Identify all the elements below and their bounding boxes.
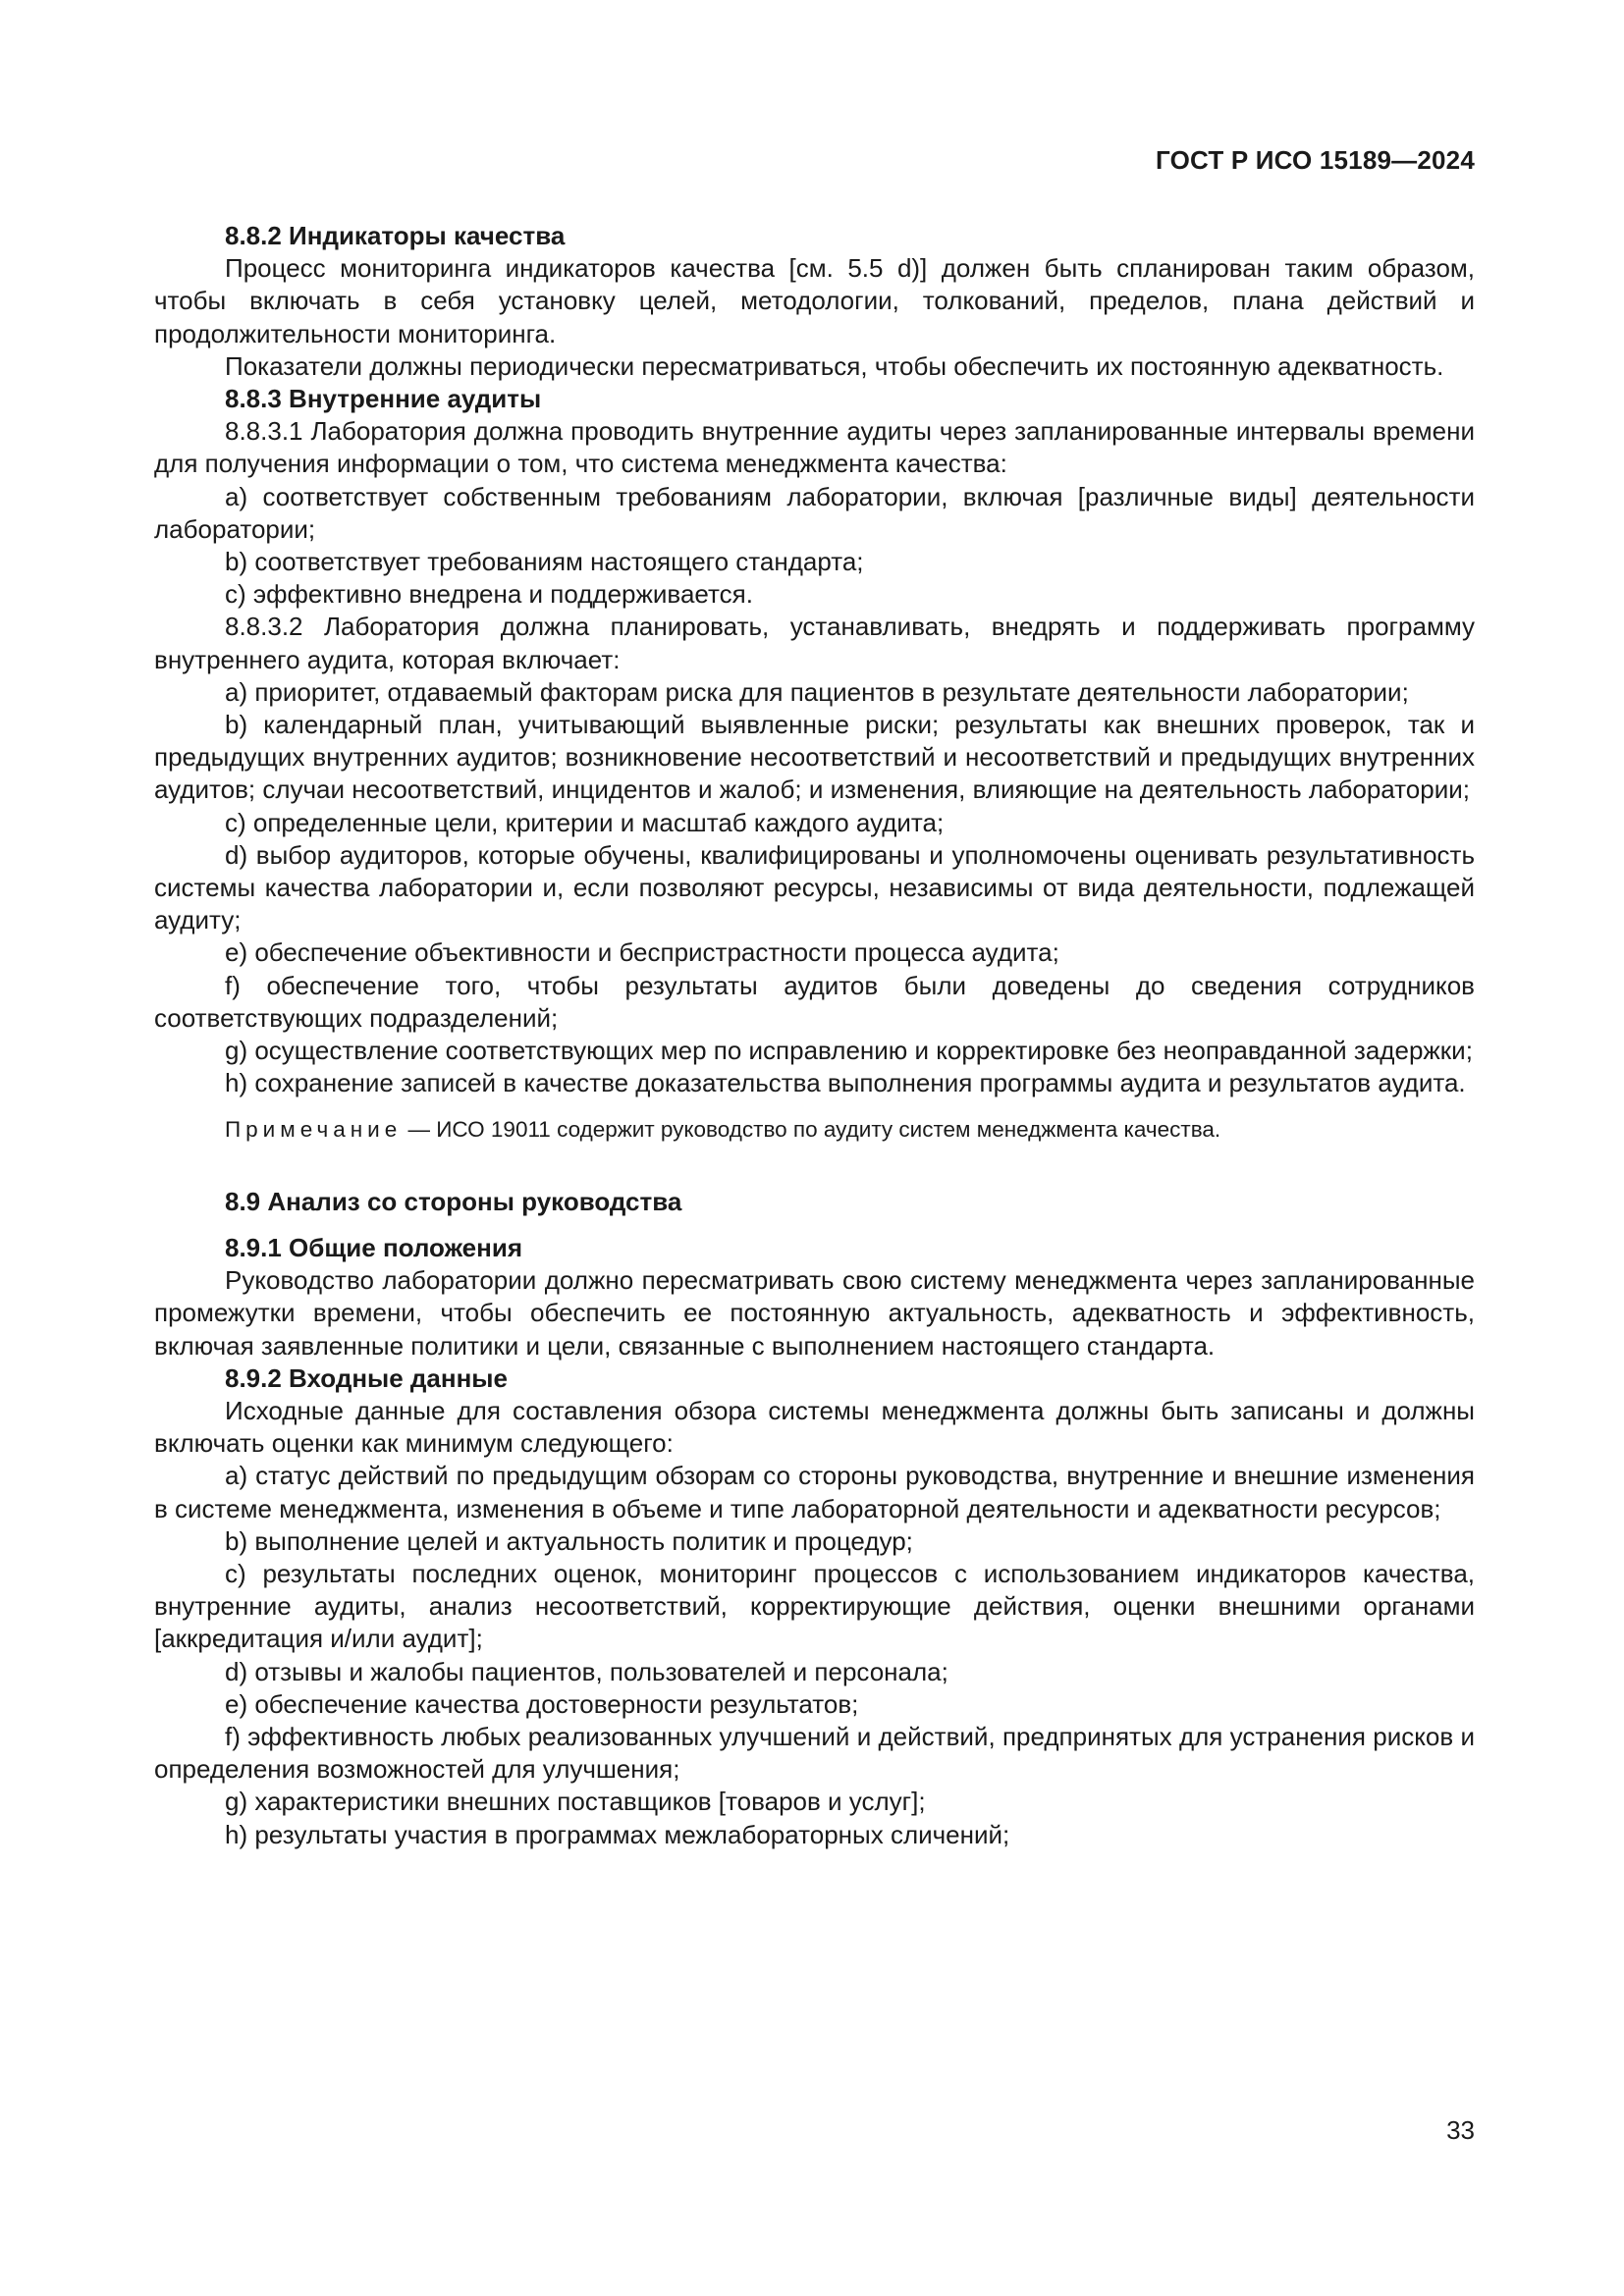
paragraph: a) статус действий по предыдущим обзорам со стороны руководства, внутренние и внешние изменения в системе менеджмента, изменения в объеме и типе лабораторной деятельности и адекватности ресурсов; xyxy=(154,1461,1475,1523)
paragraph: f) эффективность любых реализованных улучшений и действий, предпринятых для устранения рисков и определения возможностей для улучшения; xyxy=(154,1721,1475,1785)
section-heading: 8.8.3 Внутренние аудиты xyxy=(225,384,542,414)
paragraph: g) характеристики внешних поставщиков [товаров и услуг]; xyxy=(225,1787,926,1817)
paragraph: Руководство лаборатории должно пересматривать свою систему менеджмента через запланированные промежутки времени, чтобы обеспечить ее постоянную актуальность, адекватность и эффективность, включая заявленные политики и цели, связанные с выполнением настоящего стандарта. xyxy=(154,1265,1475,1361)
paragraph: b) календарный план, учитывающий выявленные риски; результаты как внешних проверок, так и предыдущих внутренних аудитов; возникновение несоответствий и несоответствий и предыдущих внутренних аудитов; случаи несоответствий, инцидентов и жалоб; и изменения, влияющие на деятельность лаборатории; xyxy=(154,710,1475,805)
page-number: 33 xyxy=(1446,2115,1475,2145)
paragraph: 8.8.3.1 Лаборатория должна проводить внутренние аудиты через запланированные интервалы времени для получения информации о том, что система менеджмента качества: xyxy=(154,416,1475,479)
paragraph: Исходные данные для составления обзора системы менеджмента должны быть записаны и должны включать оценки как минимум следующего: xyxy=(154,1395,1475,1459)
section-heading: 8.9.2 Входные данные xyxy=(225,1362,508,1393)
paragraph: c) определенные цели, критерии и масштаб каждого аудита; xyxy=(225,807,945,837)
document-body xyxy=(154,220,1475,1851)
section-heading: 8.9.1 Общие положения xyxy=(225,1232,522,1262)
paragraph: Показатели должны периодически пересматриваться, чтобы обеспечить их постоянную адекватность. xyxy=(225,350,1444,381)
paragraph: e) обеспечение объективности и беспристрастности процесса аудита; xyxy=(225,937,1059,968)
paragraph: d) отзывы и жалобы пациентов, пользователей и персонала; xyxy=(225,1656,948,1686)
paragraph: h) сохранение записей в качестве доказательства выполнения программы аудита и результатов аудита. xyxy=(225,1068,1466,1098)
section-heading: 8.8.2 Индикаторы качества xyxy=(225,221,566,250)
paragraph: e) обеспечение качества достоверности результатов; xyxy=(225,1688,859,1719)
standard-designation: ГОСТ Р ИСО 15189—2024 xyxy=(1155,145,1475,175)
paragraph: 8.8.3.2 Лаборатория должна планировать, устанавливать, внедрять и поддерживать программу внутреннего аудита, которая включает: xyxy=(154,612,1475,674)
paragraph: a) приоритет, отдаваемый факторам риска для пациентов в результате деятельности лаборатории; xyxy=(225,676,1409,707)
paragraph: b) соответствует требованиям настоящего стандарта; xyxy=(225,547,864,577)
paragraph: g) осуществление соответствующих мер по исправлению и корректировке без неоправданной задержки; xyxy=(225,1036,1473,1066)
paragraph: c) результаты последних оценок, мониторинг процессов с использованием индикаторов качества, внутренние аудиты, анализ несоответствий, корректирующие действия, оценки внешними органами [аккредитация и/или аудит]; xyxy=(154,1558,1475,1654)
paragraph: Процесс мониторинга индикаторов качества [см. 5.5 d)] должен быть спланирован таким образом, чтобы включать в себя установку целей, методологии, толкований, пределов, плана действий и продолжительности мониторинга. xyxy=(154,253,1475,348)
paragraph: d) выбор аудиторов, которые обучены, квалифицированы и уполномочены оценивать результативность системы качества лаборатории и, если позволяют ресурсы, независимы от вида деятельности, подлежащей аудиту; xyxy=(154,839,1475,935)
note-label: Примечание xyxy=(225,1117,403,1143)
paragraph: f) обеспечение того, чтобы результаты аудитов были доведены до сведения сотрудников соответствующих подразделений; xyxy=(154,970,1475,1033)
paragraph: a) соответствует собственным требованиям лаборатории, включая [различные виды] деятельности лаборатории; xyxy=(154,481,1475,544)
paragraph: c) эффективно внедрена и поддерживается. xyxy=(225,579,753,610)
note xyxy=(154,1113,1475,1146)
section-heading: 8.9 Анализ со стороны руководства xyxy=(225,1186,682,1216)
paragraph: b) выполнение целей и актуальность политик и процедур; xyxy=(225,1525,913,1556)
paragraph: h) результаты участия в программах межлабораторных сличений; xyxy=(225,1819,1010,1849)
note-text: — ИСО 19011 содержит руководство по аудиту систем менеджмента качества. xyxy=(402,1117,1221,1143)
